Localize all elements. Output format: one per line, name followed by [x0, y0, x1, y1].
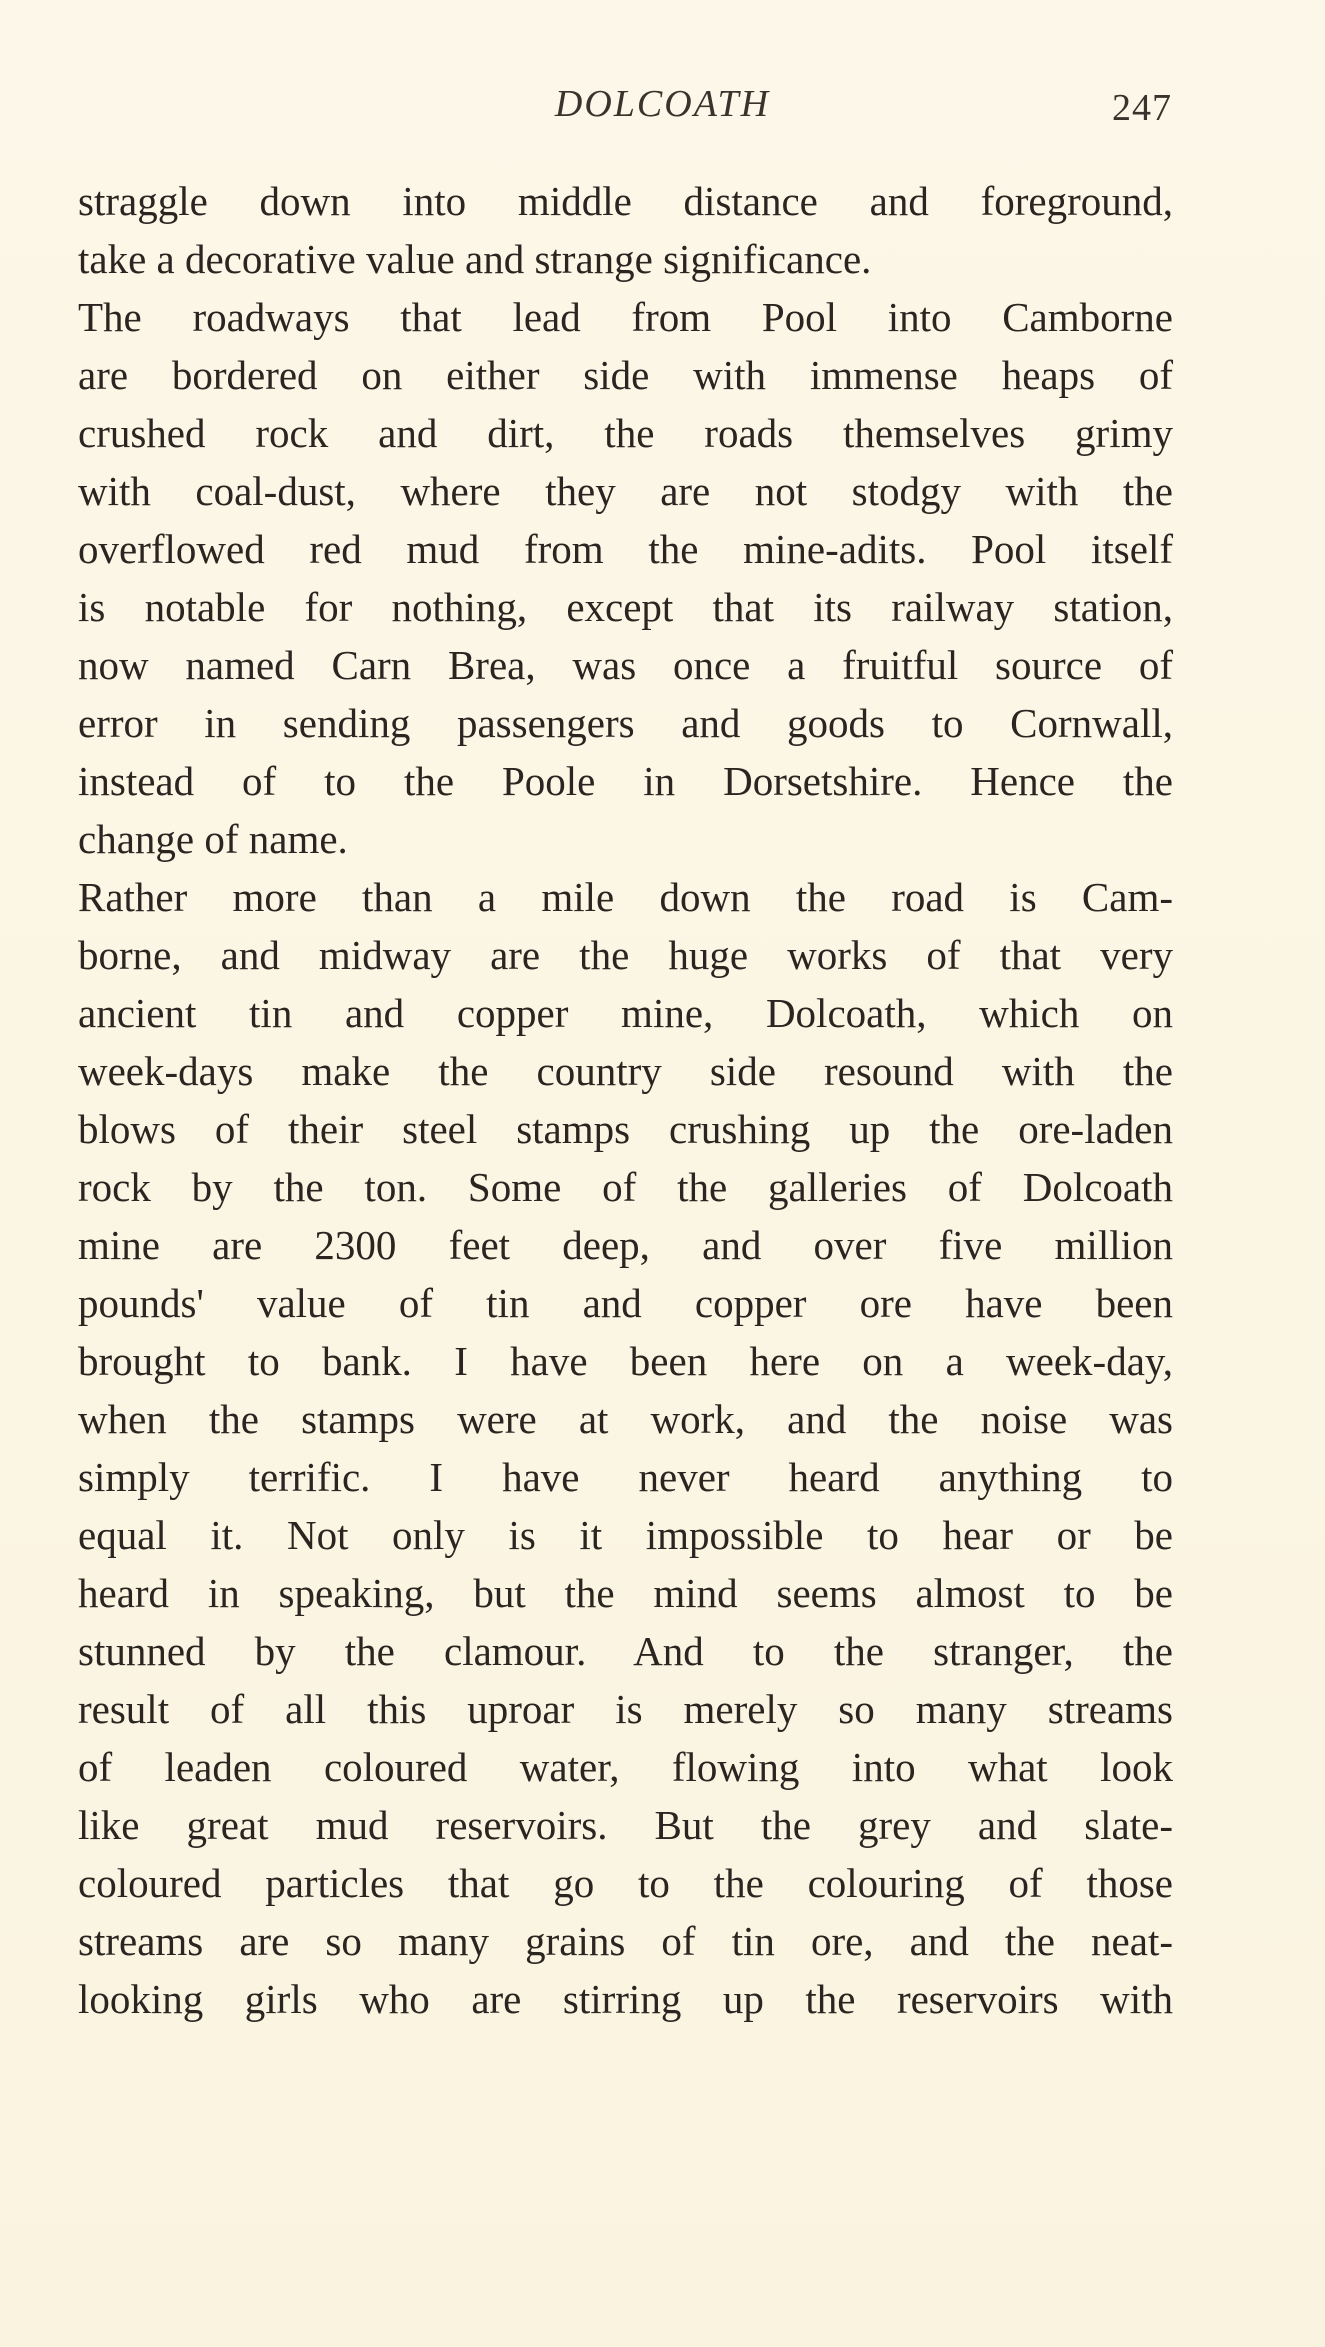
text-line: instead of to the Poole in Dorsetshire. Hence the	[78, 758, 1173, 804]
text-line: heard in speaking, but the mind seems almost to be	[78, 1570, 1173, 1616]
text-line: with coal-dust, where they are not stodgy with the	[78, 468, 1173, 514]
text-line: The roadways that lead from Pool into Camborne	[78, 294, 1173, 340]
text-line: brought to bank. I have been here on a week-day,	[78, 1338, 1173, 1384]
text-line: are bordered on either side with immense heaps of	[78, 352, 1173, 398]
text-line: streams are so many grains of tin ore, and the neat-	[78, 1918, 1173, 1964]
text-line: coloured particles that go to the colouring of those	[78, 1860, 1173, 1906]
text-line: rock by the ton. Some of the galleries of Dolcoath	[78, 1164, 1173, 1210]
text-line: overflowed red mud from the mine-adits. Pool itself	[78, 526, 1173, 572]
text-line: pounds' value of tin and copper ore have been	[78, 1280, 1173, 1326]
text-line: equal it. Not only is it impossible to hear or be	[78, 1512, 1173, 1558]
text-line: now named Carn Brea, was once a fruitful source of	[78, 642, 1173, 688]
text-line: result of all this uproar is merely so many streams	[78, 1686, 1173, 1732]
text-line: when the stamps were at work, and the noise was	[78, 1396, 1173, 1442]
text-line: week-days make the country side resound with the	[78, 1048, 1173, 1094]
text-line: borne, and midway are the huge works of that very	[78, 932, 1173, 978]
running-head	[0, 82, 1325, 132]
text-line: simply terrific. I have never heard anything to	[78, 1454, 1173, 1500]
text-line: Rather more than a mile down the road is Cam-	[78, 874, 1173, 920]
text-line: like great mud reservoirs. But the grey and slate-	[78, 1802, 1173, 1848]
text-line: is notable for nothing, except that its railway station,	[78, 584, 1173, 630]
text-line: error in sending passengers and goods to Cornwall,	[78, 700, 1173, 746]
page-number: 247	[1112, 87, 1172, 129]
body-text	[78, 172, 1173, 2028]
text-line: blows of their steel stamps crushing up the ore-laden	[78, 1106, 1173, 1152]
text-line: straggle down into middle distance and foreground,	[78, 178, 1173, 224]
text-line: change of name.	[78, 816, 348, 862]
text-line: stunned by the clamour. And to the stranger, the	[78, 1628, 1173, 1674]
running-title: DOLCOATH	[554, 83, 771, 125]
text-line: of leaden coloured water, flowing into what look	[78, 1744, 1173, 1790]
text-line: looking girls who are stirring up the reservoirs with	[78, 1976, 1173, 2022]
text-line: take a decorative value and strange significance.	[78, 236, 872, 282]
text-line: mine are 2300 feet deep, and over five million	[78, 1222, 1173, 1268]
text-line: ancient tin and copper mine, Dolcoath, which on	[78, 990, 1173, 1036]
text-line: crushed rock and dirt, the roads themselves grimy	[78, 410, 1173, 456]
